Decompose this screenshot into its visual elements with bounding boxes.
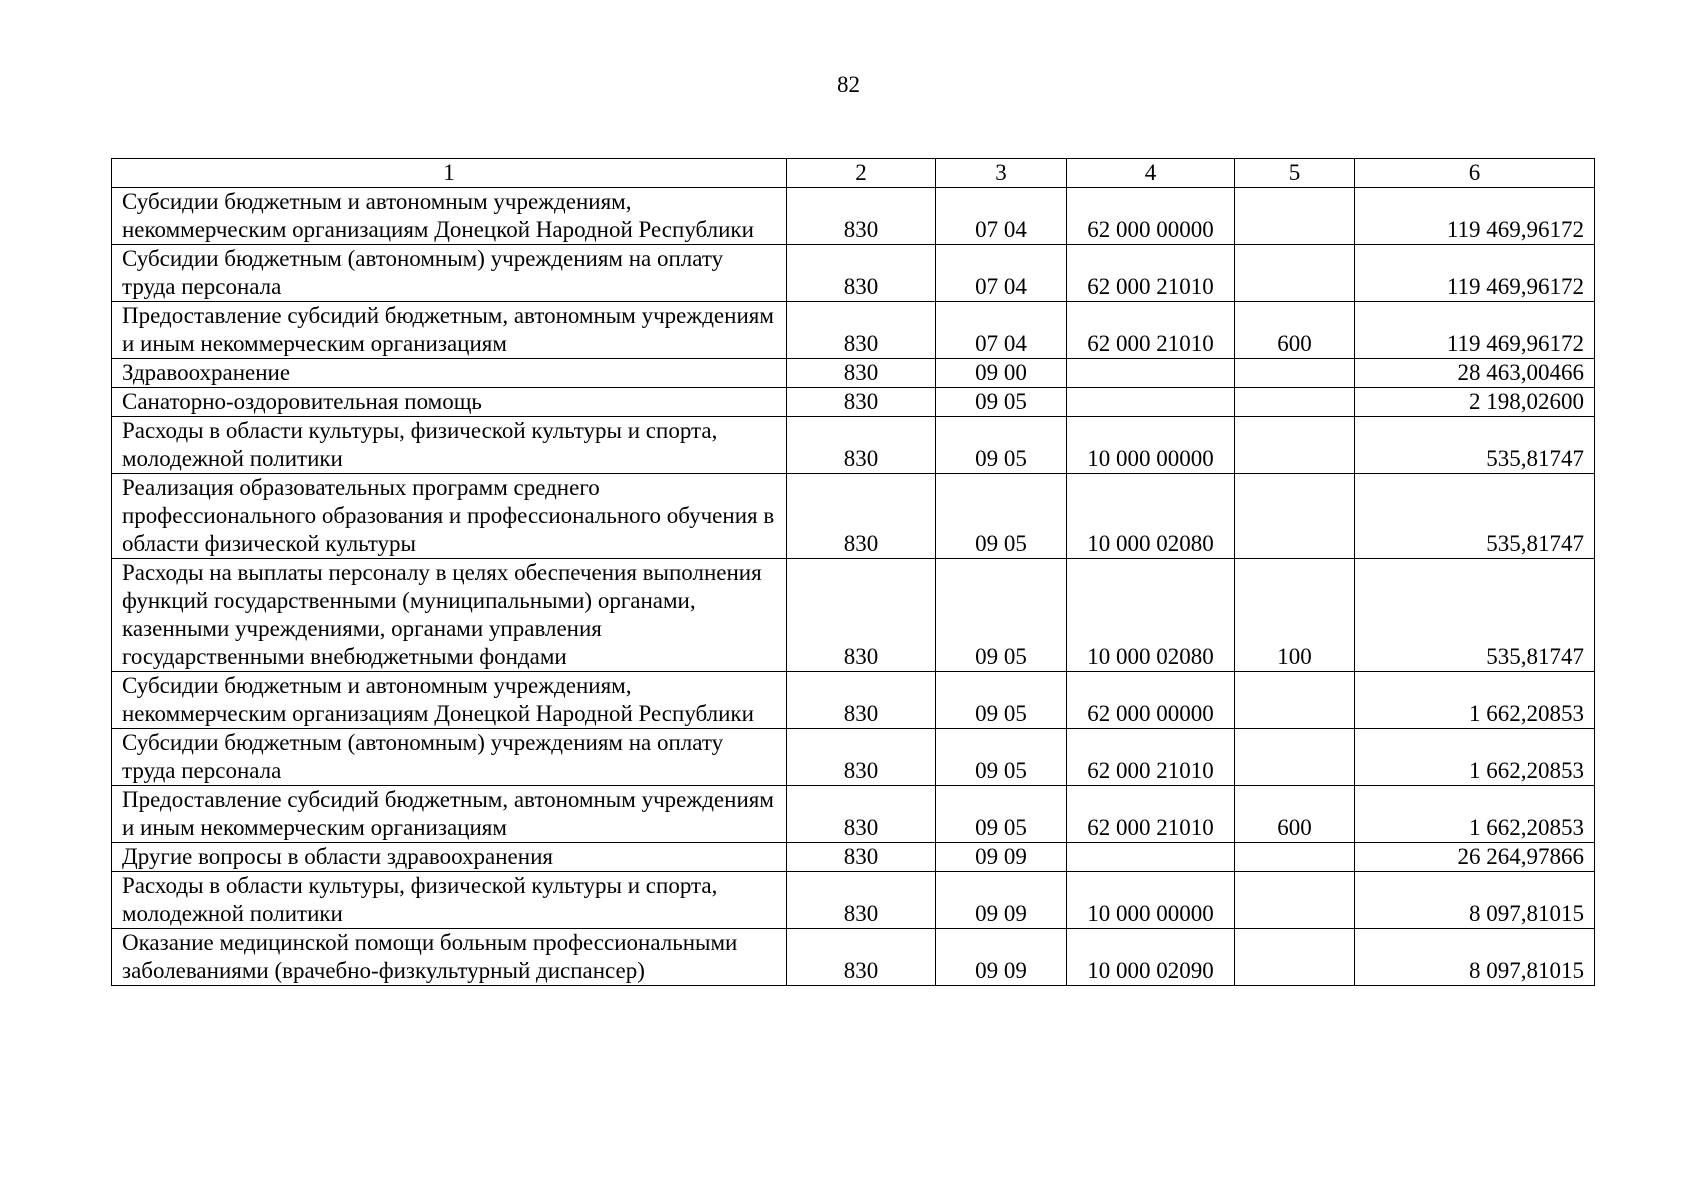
- cell-ved: 830: [787, 843, 936, 872]
- cell-ved: 830: [787, 929, 936, 986]
- cell-rzpr: 09 09: [936, 843, 1067, 872]
- cell-name: Расходы в области культуры, физической культуры и спорта, молодежной политики: [112, 872, 787, 929]
- table-row: [112, 359, 1595, 388]
- cell-csr: 62 000 21010: [1067, 786, 1235, 843]
- cell-vr: [1235, 729, 1355, 786]
- cell-rzpr: 09 05: [936, 729, 1067, 786]
- cell-csr: [1067, 388, 1235, 417]
- header-col-6: 6: [1355, 159, 1595, 188]
- cell-rzpr: 09 09: [936, 872, 1067, 929]
- header-col-4: 4: [1067, 159, 1235, 188]
- cell-rzpr: 09 05: [936, 786, 1067, 843]
- table-row: [112, 929, 1595, 986]
- cell-ved: 830: [787, 786, 936, 843]
- table-header-row: [112, 159, 1595, 188]
- cell-sum: 1 662,20853: [1355, 786, 1595, 843]
- cell-sum: 119 469,96172: [1355, 302, 1595, 359]
- cell-name: Субсидии бюджетным и автономным учреждениям, некоммерческим организациям Донецкой Народной Республики: [112, 672, 787, 729]
- cell-vr: [1235, 188, 1355, 245]
- header-col-5: 5: [1235, 159, 1355, 188]
- cell-ved: 830: [787, 729, 936, 786]
- table-row: [112, 786, 1595, 843]
- cell-vr: 600: [1235, 302, 1355, 359]
- cell-sum: 8 097,81015: [1355, 929, 1595, 986]
- cell-ved: 830: [787, 359, 936, 388]
- cell-vr: [1235, 359, 1355, 388]
- cell-vr: 600: [1235, 786, 1355, 843]
- cell-ved: 830: [787, 672, 936, 729]
- cell-rzpr: 07 04: [936, 188, 1067, 245]
- cell-sum: 2 198,02600: [1355, 388, 1595, 417]
- table-row: [112, 245, 1595, 302]
- cell-csr: 10 000 02080: [1067, 474, 1235, 559]
- cell-ved: 830: [787, 474, 936, 559]
- cell-csr: 10 000 02080: [1067, 559, 1235, 672]
- budget-table: [111, 158, 1595, 986]
- table-row: [112, 672, 1595, 729]
- cell-csr: 62 000 21010: [1067, 245, 1235, 302]
- cell-csr: 62 000 00000: [1067, 188, 1235, 245]
- cell-rzpr: 09 05: [936, 388, 1067, 417]
- cell-rzpr: 09 05: [936, 672, 1067, 729]
- cell-sum: 535,81747: [1355, 474, 1595, 559]
- cell-name: Предоставление субсидий бюджетным, автономным учреждениям и иным некоммерческим организациям: [112, 302, 787, 359]
- cell-name: Расходы в области культуры, физической культуры и спорта, молодежной политики: [112, 417, 787, 474]
- cell-name: Субсидии бюджетным (автономным) учреждениям на оплату труда персонала: [112, 245, 787, 302]
- table-row: [112, 872, 1595, 929]
- cell-name: Реализация образовательных программ среднего профессионального образования и профессионального обучения в области физической культуры: [112, 474, 787, 559]
- cell-ved: 830: [787, 872, 936, 929]
- cell-rzpr: 07 04: [936, 302, 1067, 359]
- cell-csr: 62 000 21010: [1067, 302, 1235, 359]
- table-row: [112, 188, 1595, 245]
- cell-name: Предоставление субсидий бюджетным, автономным учреждениям и иным некоммерческим организациям: [112, 786, 787, 843]
- cell-ved: 830: [787, 188, 936, 245]
- cell-vr: [1235, 843, 1355, 872]
- cell-name: Субсидии бюджетным и автономным учреждениям, некоммерческим организациям Донецкой Народной Республики: [112, 188, 787, 245]
- cell-name: Субсидии бюджетным (автономным) учреждениям на оплату труда персонала: [112, 729, 787, 786]
- cell-rzpr: 09 05: [936, 474, 1067, 559]
- cell-vr: [1235, 872, 1355, 929]
- cell-sum: 535,81747: [1355, 417, 1595, 474]
- header-col-3: 3: [936, 159, 1067, 188]
- table-row: [112, 417, 1595, 474]
- table-row: [112, 559, 1595, 672]
- cell-csr: [1067, 359, 1235, 388]
- table-row: [112, 474, 1595, 559]
- table-row: [112, 843, 1595, 872]
- cell-rzpr: 09 09: [936, 929, 1067, 986]
- table-row: [112, 302, 1595, 359]
- cell-sum: 535,81747: [1355, 559, 1595, 672]
- cell-sum: 28 463,00466: [1355, 359, 1595, 388]
- cell-ved: 830: [787, 417, 936, 474]
- cell-ved: 830: [787, 388, 936, 417]
- cell-sum: 26 264,97866: [1355, 843, 1595, 872]
- cell-csr: 62 000 00000: [1067, 672, 1235, 729]
- cell-rzpr: 09 05: [936, 417, 1067, 474]
- cell-csr: [1067, 843, 1235, 872]
- cell-csr: 62 000 21010: [1067, 729, 1235, 786]
- cell-vr: [1235, 245, 1355, 302]
- cell-sum: 1 662,20853: [1355, 729, 1595, 786]
- header-col-1: 1: [112, 159, 787, 188]
- cell-name: Санаторно-оздоровительная помощь: [112, 388, 787, 417]
- cell-csr: 10 000 00000: [1067, 872, 1235, 929]
- cell-ved: 830: [787, 302, 936, 359]
- cell-vr: [1235, 929, 1355, 986]
- cell-name: Оказание медицинской помощи больным профессиональными заболеваниями (врачебно-физкультурный диспансер): [112, 929, 787, 986]
- cell-rzpr: 09 05: [936, 559, 1067, 672]
- cell-rzpr: 09 00: [936, 359, 1067, 388]
- cell-sum: 8 097,81015: [1355, 872, 1595, 929]
- cell-csr: 10 000 02090: [1067, 929, 1235, 986]
- cell-csr: 10 000 00000: [1067, 417, 1235, 474]
- cell-name: Другие вопросы в области здравоохранения: [112, 843, 787, 872]
- cell-vr: 100: [1235, 559, 1355, 672]
- page-number: 82: [837, 72, 860, 97]
- cell-ved: 830: [787, 559, 936, 672]
- cell-name: Расходы на выплаты персоналу в целях обеспечения выполнения функций государственными (муниципальными) органами, казенными учреждениями, органами управления государственными внебюджетными фондами: [112, 559, 787, 672]
- cell-rzpr: 07 04: [936, 245, 1067, 302]
- table-row: [112, 388, 1595, 417]
- cell-vr: [1235, 388, 1355, 417]
- header-col-2: 2: [787, 159, 936, 188]
- cell-sum: 119 469,96172: [1355, 245, 1595, 302]
- cell-sum: 1 662,20853: [1355, 672, 1595, 729]
- cell-vr: [1235, 672, 1355, 729]
- cell-ved: 830: [787, 245, 936, 302]
- cell-name: Здравоохранение: [112, 359, 787, 388]
- cell-vr: [1235, 474, 1355, 559]
- cell-vr: [1235, 417, 1355, 474]
- cell-sum: 119 469,96172: [1355, 188, 1595, 245]
- table-row: [112, 729, 1595, 786]
